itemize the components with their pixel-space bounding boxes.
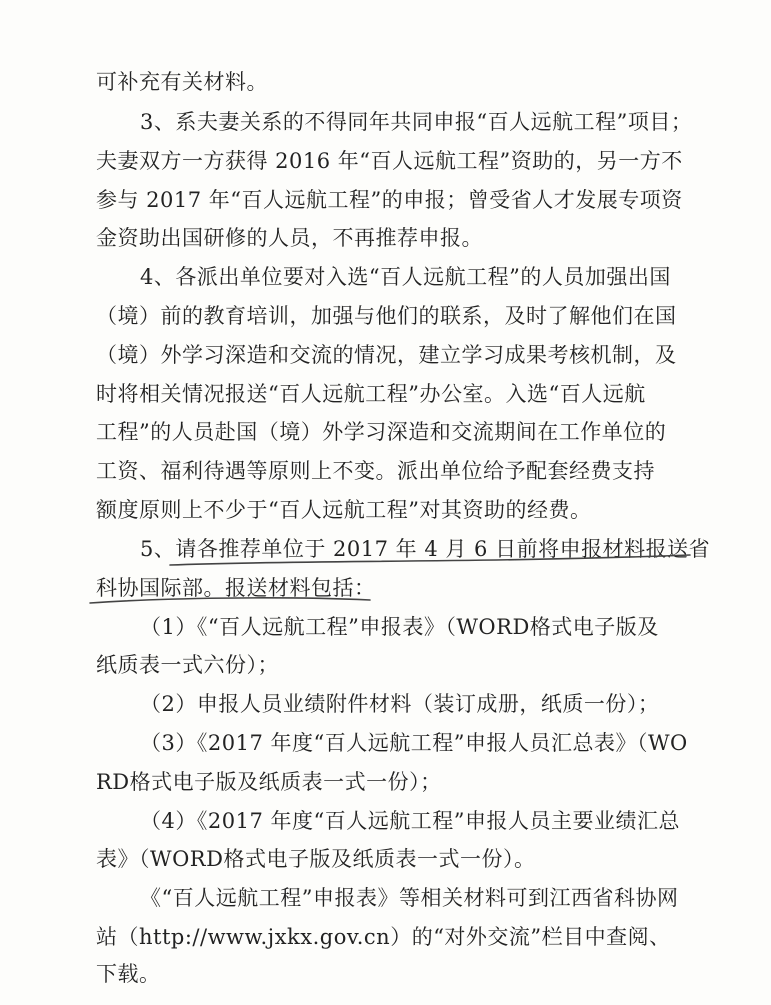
text-line-4: 参与 2017 年“百人远航工程”的申报；曾受省人才发展专项资 [96,188,683,212]
text-line-1: 可补充有关材料。 [96,70,268,94]
text-line-7: （境）前的教育培训，加强与他们的联系，及时了解他们在国 [96,304,677,328]
text-line-23: 站（http://www.jxkx.gov.cn）的“对外交流”栏目中查阅、 [96,925,671,949]
text-line-2: 3、系夫妻关系的不得同年共同申报“百人远航工程”项目； [140,110,693,134]
text-line-19: RD格式电子版及纸质表一式一份）； [96,770,442,794]
text-line-17: （2）申报人员业绩附件材料（装订成册，纸质一份）； [140,692,660,716]
text-line-3: 夫妻双方一方获得 2016 年“百人远航工程”资助的，另一方不 [96,149,683,173]
text-line-21: 表》（WORD格式电子版及纸质表一式一份）。 [96,847,536,871]
text-line-9: 时将相关情况报送“百人远航工程”办公室。入选“百人远航 [96,382,646,406]
text-line-6: 4、各派出单位要对入选“百人远航工程”的人员加强出国 [140,265,671,289]
text-line-16: 纸质表一式六份）； [96,653,279,677]
text-line-8: （境）外学习深造和交流的情况，建立学习成果考核机制，及 [96,343,677,367]
text-line-13: 5、请各推荐单位于 2017 年 4 月 6 日前将申报材料报送省 [140,537,711,561]
text-line-14: 科协国际部。报送材料包括： [96,576,376,600]
text-line-10: 工程”的人员赴国（境）外学习深造和交流期间在工作单位的 [96,420,667,444]
text-line-22: 《“百人远航工程”申报表》等相关材料可到江西省科协网 [140,886,679,910]
text-line-12: 额度原则上不少于“百人远航工程”对其资助的经费。 [96,498,592,522]
text-line-20: （4）《2017 年度“百人远航工程”申报人员主要业绩汇总 [140,809,680,833]
text-line-18: （3）《2017 年度“百人远航工程”申报人员汇总表》（WO [140,731,688,755]
text-line-5: 金资助出国研修的人员，不再推荐申报。 [96,226,483,250]
text-line-11: 工资、福利待遇等原则上不变。派出单位给予配套经费支持 [96,459,655,483]
text-line-24: 下载。 [96,962,161,986]
text-line-15: （1）《“百人远航工程”申报表》（WORD格式电子版及 [140,615,659,639]
